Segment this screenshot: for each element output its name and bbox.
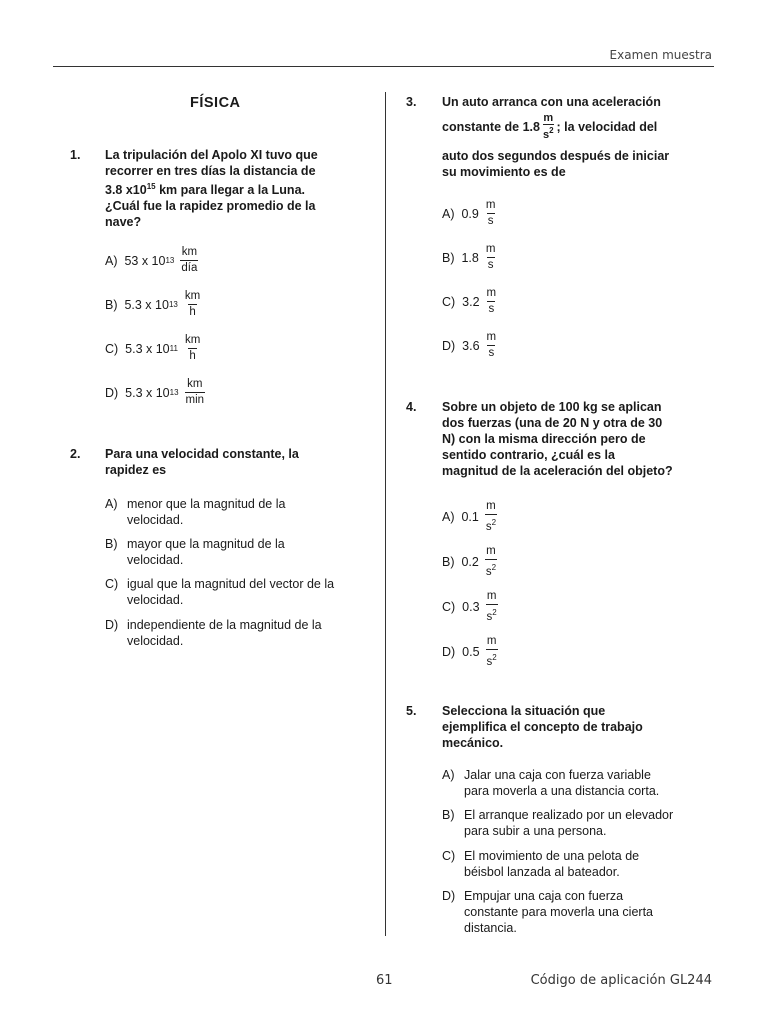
q4-option-a[interactable]: A) 0.1 $\frac{m}{s^2}$ bbox=[442, 500, 497, 533]
q3-option-a[interactable]: A) 0.9 $\frac{m}{s}$ bbox=[442, 199, 496, 227]
question-3-line3: auto dos segundos después de iniciar su movimiento es de bbox=[442, 149, 670, 179]
q4-option-b[interactable]: B) 0.2 $\frac{m}{s^2}$ bbox=[442, 545, 497, 578]
unit-fraction: $\frac{m}{s}$ bbox=[486, 287, 497, 315]
question-2-text: Para una velocidad constante, la rapidez es bbox=[105, 447, 299, 477]
q1-option-b[interactable]: B) 5.3 x 10 13 $\frac{km}{h}$ bbox=[105, 290, 201, 318]
q3-option-c[interactable]: C) 3.2 $\frac{m}{s}$ bbox=[442, 287, 497, 315]
question-2-number: 2. bbox=[70, 447, 81, 461]
unit-fraction: $\frac{m}{s^2}$ bbox=[485, 545, 497, 578]
unit-fraction: $\frac{m}{s}$ bbox=[485, 199, 496, 227]
q1-option-a[interactable]: A) 53 x 10 13 $\frac{km}{\text{día}}$ bbox=[105, 246, 198, 274]
q5-option-d-label: D) bbox=[442, 889, 456, 903]
q2-option-c-label: C) bbox=[105, 577, 119, 591]
unit-fraction: $\frac{m}{s}$ bbox=[485, 243, 496, 271]
question-4-text: Sobre un objeto de 100 kg se aplican dos fuerzas (una de 20 N y otra de 30 N) con la misma dirección pero de sentido contrario, ¿cuál es la magnitud de la aceleración del objeto? bbox=[442, 400, 673, 478]
section-title: FÍSICA bbox=[190, 95, 241, 111]
q2-option-d[interactable]: independiente de la magnitud de la velocidad. bbox=[127, 618, 322, 648]
question-3-line2: constante de 1.8 $\frac{m}{s^2}$ ; la velocidad del bbox=[442, 112, 658, 141]
unit-fraction: $\frac{m}{s}$ bbox=[486, 331, 497, 359]
unit-fraction: $\frac{km}{\min}$ bbox=[185, 378, 205, 406]
unit-fraction: $\frac{m}{s^2}$ bbox=[485, 500, 497, 533]
question-5-text: Selecciona la situación que ejemplifica el concepto de trabajo mecánico. bbox=[442, 704, 643, 750]
q3-option-d[interactable]: D) 3.6 $\frac{m}{s}$ bbox=[442, 331, 497, 359]
unit-fraction: $\frac{km}{\text{día}}$ bbox=[181, 246, 198, 274]
page-number: 61 bbox=[376, 973, 393, 988]
question-3-number: 3. bbox=[406, 95, 417, 109]
q2-option-b[interactable]: mayor que la magnitud de la velocidad. bbox=[127, 537, 285, 567]
q4-option-c[interactable]: C) 0.3 $\frac{m}{s^2}$ bbox=[442, 590, 497, 623]
q2-option-c[interactable]: igual que la magnitud del vector de la velocidad. bbox=[127, 577, 335, 607]
column-divider bbox=[385, 92, 386, 936]
unit-fraction: $\frac{km}{h}$ bbox=[184, 290, 201, 318]
q5-option-c[interactable]: El movimiento de una pelota de béisbol lanzada al bateador. bbox=[464, 849, 640, 879]
header-rule bbox=[53, 66, 714, 67]
q1-option-c[interactable]: C) 5.3 x 10 11 $\frac{km}{h}$ bbox=[105, 334, 201, 362]
header-label: Examen muestra bbox=[609, 48, 712, 62]
unit-fraction: $\frac{km}{h}$ bbox=[184, 334, 201, 362]
unit-fraction: $\frac{m}{s^2}$ bbox=[486, 590, 497, 623]
q3-option-b[interactable]: B) 1.8 $\frac{m}{s}$ bbox=[442, 243, 496, 271]
q5-option-b-label: B) bbox=[442, 808, 455, 822]
question-5-number: 5. bbox=[406, 704, 417, 718]
acceleration-unit-fraction: $\frac{m}{s^2}$ bbox=[542, 112, 554, 141]
q5-option-a-label: A) bbox=[442, 768, 455, 782]
q2-option-b-label: B) bbox=[105, 537, 118, 551]
q5-option-b[interactable]: El arranque realizado por un elevador para subir a una persona. bbox=[464, 808, 674, 838]
q1-option-d[interactable]: D) 5.3 x 10 13 $\frac{km}{\min}$ bbox=[105, 378, 205, 406]
q2-option-a[interactable]: menor que la magnitud de la velocidad. bbox=[127, 497, 286, 527]
question-1-number: 1. bbox=[70, 148, 81, 162]
q5-option-c-label: C) bbox=[442, 849, 456, 863]
question-1-text: La tripulación del Apolo XI tuvo que recorrer en tres días la distancia de 3.8 $x10^{15}$ km para llegar a la Luna. ¿Cuál fue la rapidez promedio de la nave? bbox=[105, 148, 318, 229]
q2-option-d-label: D) bbox=[105, 618, 119, 632]
q4-option-d[interactable]: D) 0.5 $\frac{m}{s^2}$ bbox=[442, 635, 497, 668]
q5-option-d[interactable]: Empujar una caja con fuerza constante para moverla una cierta distancia. bbox=[464, 889, 653, 935]
application-code: Código de aplicación GL244 bbox=[530, 973, 712, 988]
question-4-number: 4. bbox=[406, 400, 417, 414]
q2-option-a-label: A) bbox=[105, 497, 118, 511]
unit-fraction: $\frac{m}{s^2}$ bbox=[486, 635, 497, 668]
q5-option-a[interactable]: Jalar una caja con fuerza variable para moverla a una distancia corta. bbox=[464, 768, 660, 798]
question-3-line1: Un auto arranca con una aceleración bbox=[442, 95, 661, 109]
